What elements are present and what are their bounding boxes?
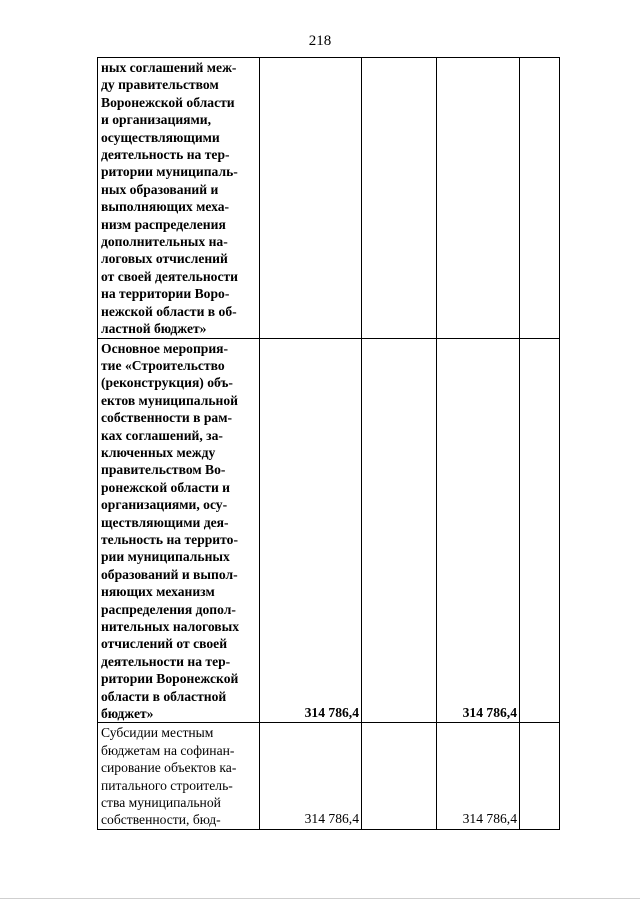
description-line: логовых отчислений — [101, 251, 228, 267]
description-line: Воронежской области — [101, 94, 235, 110]
description-line: распределения допол- — [101, 601, 236, 617]
description-line: ритории Воронежской — [101, 671, 239, 687]
value-cell-col5 — [520, 58, 560, 339]
description-line: нежской области в об- — [101, 303, 237, 319]
value-cell-col5 — [520, 338, 560, 723]
value-cell-col5 — [520, 723, 560, 829]
description-line: ластной бюджет» — [101, 321, 207, 337]
description-line: рии муниципальных — [101, 549, 230, 565]
description-line: ных соглашений меж- — [101, 60, 237, 75]
description-line: области в областной — [101, 688, 227, 704]
description-line: организациями, осу- — [101, 497, 228, 513]
table-row — [98, 58, 560, 339]
description-line: бюджет» — [101, 706, 154, 722]
description-line: осуществляющими — [101, 129, 220, 145]
page-number: 218 — [308, 33, 332, 49]
description-line: няющих механизм — [101, 584, 215, 600]
description-line: тельность на террито- — [101, 531, 238, 547]
description-line: ектов муниципальной — [101, 392, 238, 408]
value-cell-col2: 314 786,4 — [260, 338, 362, 723]
row-description-cell — [98, 58, 260, 339]
page-bottom-edge — [0, 898, 640, 899]
value-cell-col4: 314 786,4 — [437, 338, 520, 723]
value-cell-col4: 314 786,4 — [437, 723, 520, 829]
description-line: (реконструкция) объ- — [101, 375, 233, 391]
description-line: сирование объектов ка- — [101, 760, 237, 776]
description-line: и организациями, — [101, 112, 211, 128]
description-line: Субсидии местным — [101, 725, 214, 741]
description-line: ритории муниципаль- — [101, 164, 238, 180]
description-line: выполняющих меха- — [101, 199, 230, 215]
description-line: на территории Воро- — [101, 286, 230, 302]
value-cell-col4 — [437, 58, 520, 339]
description-line: тие «Строительство — [101, 357, 225, 373]
description-line: собственности в рам- — [101, 410, 232, 426]
description-line: ных образований и — [101, 181, 219, 197]
description-line: от своей деятельности — [101, 268, 238, 284]
value-cell-col3 — [362, 723, 437, 829]
value-cell-col3 — [362, 338, 437, 723]
table-row — [98, 338, 560, 723]
description-line: деятельность на тер- — [101, 147, 230, 163]
description-line: дополнительных на- — [101, 234, 228, 250]
description-line: правительством Во- — [101, 462, 226, 478]
description-line: ключенных между — [101, 444, 216, 460]
description-line: образований и выпол- — [101, 566, 238, 582]
table-row — [98, 723, 560, 829]
description-line: ществляющими дея- — [101, 514, 229, 530]
description-line: Основное мероприя- — [101, 340, 229, 356]
description-line: ства муниципальной — [101, 795, 221, 811]
value-cell-col3 — [362, 58, 437, 339]
value-cell-col2: 314 786,4 — [260, 723, 362, 829]
row-description-cell — [98, 338, 260, 723]
description-line: бюджетам на софинан- — [101, 742, 235, 758]
description-line: собственности, бюд- — [101, 812, 221, 828]
value-cell-col2 — [260, 58, 362, 339]
description-line: низм распределения — [101, 216, 226, 232]
row-description-cell — [98, 723, 260, 829]
description-line: нительных налоговых — [101, 619, 240, 634]
description-line: ронежской области и — [101, 479, 231, 495]
budget-table — [97, 57, 560, 830]
description-line: ках соглашений, за- — [101, 427, 223, 443]
description-line: питального строитель- — [101, 777, 233, 793]
table-body — [98, 58, 560, 830]
description-line: ду правительством — [101, 77, 219, 93]
description-line: деятельности на тер- — [101, 653, 231, 669]
description-line: отчислений от своей — [101, 636, 228, 652]
